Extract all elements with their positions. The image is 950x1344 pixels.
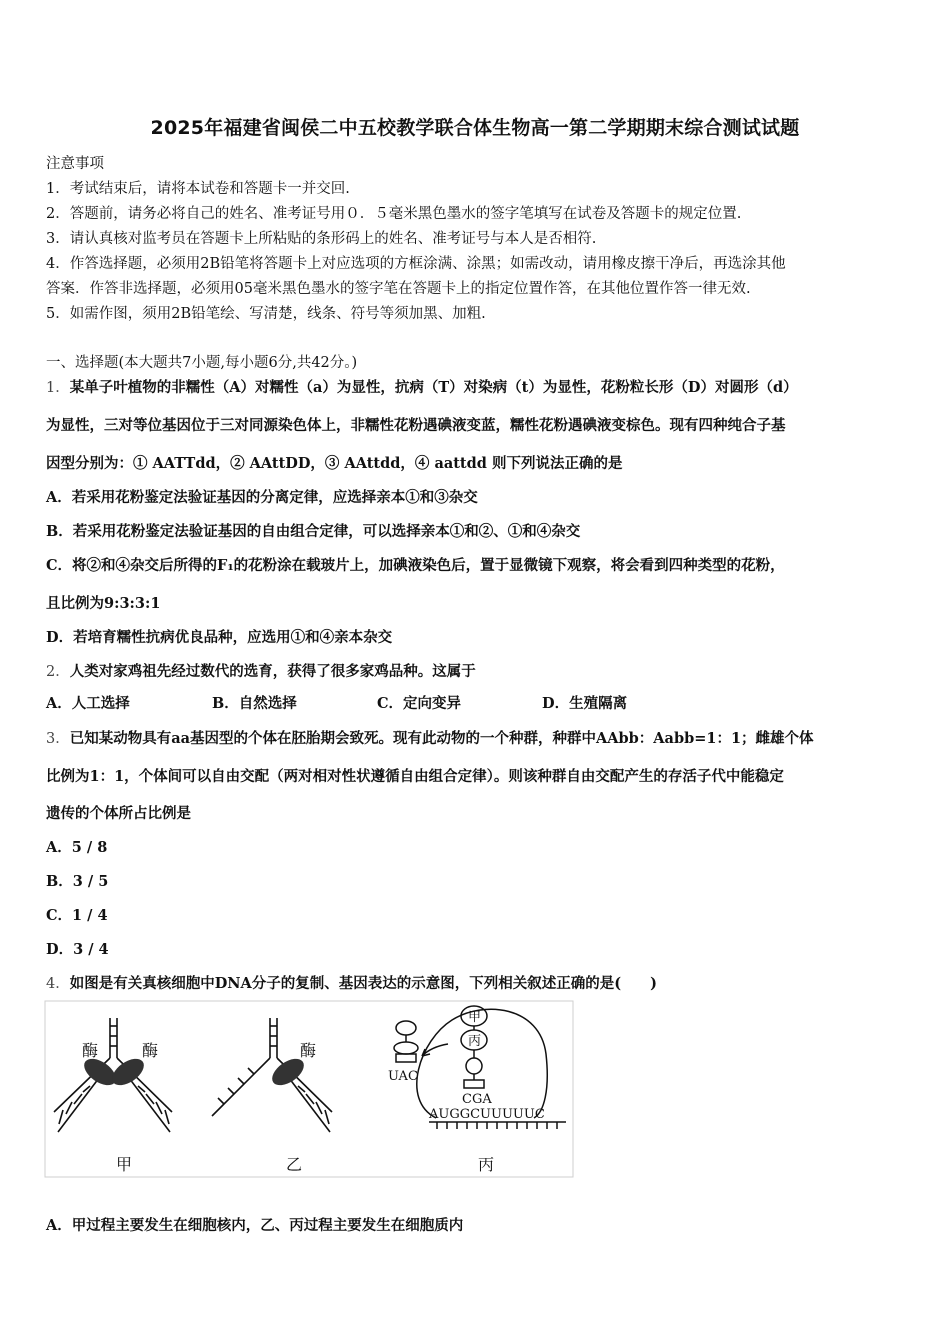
anticodon-label: CGA — [462, 1092, 492, 1107]
label-jia: 甲 — [116, 1155, 133, 1174]
option-a: A．人工选择 — [46, 695, 130, 712]
question-1-stem — [46, 376, 798, 397]
question-3-stem — [46, 727, 814, 748]
option-c-continued: 且比例为9:3:3:1 — [46, 595, 161, 612]
option-b: B．若采用花粉鉴定法验证基因的自由组合定律，可以选择亲本①和②、①和④杂交 — [46, 523, 581, 540]
base-pair — [59, 1110, 63, 1124]
free-trna-body — [396, 1054, 416, 1062]
question-text: 遗传的个体所占比例是 — [46, 805, 191, 822]
dna-diagram-svg — [44, 1000, 574, 1180]
label-bing: 丙 — [478, 1155, 495, 1174]
option-c: C．将②和④杂交后所得的F₁的花粉涂在载玻片上，加碘液染色后，置于显微镜下观察，将会看到四种类型的花粉， — [46, 557, 785, 574]
enzyme-label: 酶 — [300, 1041, 317, 1060]
option-b: B．自然选择 — [212, 695, 297, 712]
option-d: D．若培育糯性抗病优良品种，应选用①和④亲本杂交 — [46, 629, 393, 646]
question-text: 为显性，三对等位基因位于三对同源染色体上，非糯性花粉遇碘液变蓝，糯性花粉遇碘液变棕色。现有四种纯合子基 — [46, 417, 786, 434]
option-d: D．3 / 4 — [46, 941, 109, 958]
base-stub — [218, 1098, 224, 1104]
notice-item: 5．如需作图，须用2B铅笔绘、写清楚，线条、符号等须加黑、加粗. — [46, 306, 486, 322]
option-a: A．5 / 8 — [46, 839, 108, 856]
question-text: 人类对家鸡祖先经过数代的选育，获得了很多家鸡品种。这属于 — [69, 663, 476, 680]
dna-diagram — [44, 1000, 574, 1180]
base-stub — [238, 1078, 244, 1084]
notice-item: 4．作答选择题，必须用2B铅笔将答题卡上对应选项的方框涂满、涂黑；如需改动，请用橡皮擦干净后，再选涂其他 — [46, 256, 786, 272]
option-d: D．生殖隔离 — [542, 695, 628, 712]
base-pair — [316, 1102, 322, 1114]
notice-item: 答案．作答非选择题，必须用05毫米黑色墨水的签字笔在答题卡上的指定位置作答，在其他位置作答一律无效. — [46, 281, 751, 297]
notice-item: 2．答题前，请务必将自己的姓名、准考证号用０．５毫米黑色墨水的签字笔填写在试卷及答题卡的规定位置. — [46, 206, 742, 222]
anticodon-label: UAC — [388, 1069, 418, 1084]
base-pair — [156, 1102, 162, 1114]
question-text: 某单子叶植物的非糯性（A）对糯性（a）为显性，抗病（T）对染病（t）为显性，花粉粒长形（D）对圆形（d） — [69, 379, 798, 396]
question-text: 比例为1：1，个体间可以自由交配（两对相对性状遵循自由组合定律）。则该种群自由交配产生的存活子代中能稳定 — [46, 768, 784, 785]
trna-loop — [466, 1058, 482, 1074]
option-a: A．甲过程主要发生在细胞核内，乙、丙过程主要发生在细胞质内 — [46, 1217, 464, 1234]
question-number: 1． — [46, 380, 70, 396]
mrna-sequence: AUGGCUUUUUC — [429, 1107, 545, 1122]
notice-item: 3．请认真核对监考员在答题卡上所粘贴的条形码上的姓名、准考证号与本人是否相符. — [46, 231, 597, 247]
label-jia: 甲 — [468, 1010, 482, 1025]
panel-yi — [212, 1018, 332, 1132]
free-trna-part — [394, 1042, 418, 1054]
base-pair — [66, 1102, 72, 1114]
notice-item: 1．考试结束后，请将本试卷和答题卡一并交回. — [46, 181, 350, 197]
question-2-options — [46, 692, 906, 716]
option-c: C．定向变异 — [377, 695, 462, 712]
question-text: 因型分别为：① AATTdd，② AAttDD，③ AAttdd，④ aattdd 则下列说法正确的是 — [46, 455, 623, 472]
question-2-stem — [46, 660, 476, 681]
section-heading: 一、选择题(本大题共7小题,每小题6分,共42分。) — [46, 355, 358, 371]
enzyme-label: 酶 — [142, 1041, 159, 1060]
question-number: 3． — [46, 731, 70, 747]
base-pair — [325, 1110, 329, 1124]
question-4-stem — [46, 972, 657, 993]
question-number: 2． — [46, 664, 70, 680]
page-title: 2025年福建省闽侯二中五校教学联合体生物高一第二学期期末综合测试试题 — [150, 117, 800, 139]
base-stub — [228, 1088, 234, 1094]
option-c: C．1 / 4 — [46, 907, 108, 924]
dna-strand — [58, 1074, 102, 1132]
option-a: A．若采用花粉鉴定法验证基因的分离定律，应选择亲本①和③杂交 — [46, 489, 478, 506]
label-bing: 丙 — [468, 1034, 482, 1049]
question-text: 已知某动物具有aa基因型的个体在胚胎期会致死。现有此动物的一个种群，种群中AAbb：Aabb=1：1；雌雄个体 — [69, 730, 814, 747]
base-pair — [165, 1110, 169, 1124]
label-yi: 乙 — [286, 1155, 303, 1174]
question-text: 如图是有关真核细胞中DNA分子的复制、基因表达的示意图，下列相关叙述正确的是( ) — [69, 975, 658, 992]
base-stub — [248, 1068, 254, 1074]
trna-body — [464, 1080, 484, 1088]
free-trna-part — [396, 1021, 416, 1035]
question-number: 4． — [46, 976, 70, 992]
notice-heading: 注意事项 — [46, 156, 104, 172]
enzyme-label: 酶 — [82, 1041, 99, 1060]
dna-strand — [212, 1058, 270, 1116]
option-b: B．3 / 5 — [46, 873, 109, 890]
